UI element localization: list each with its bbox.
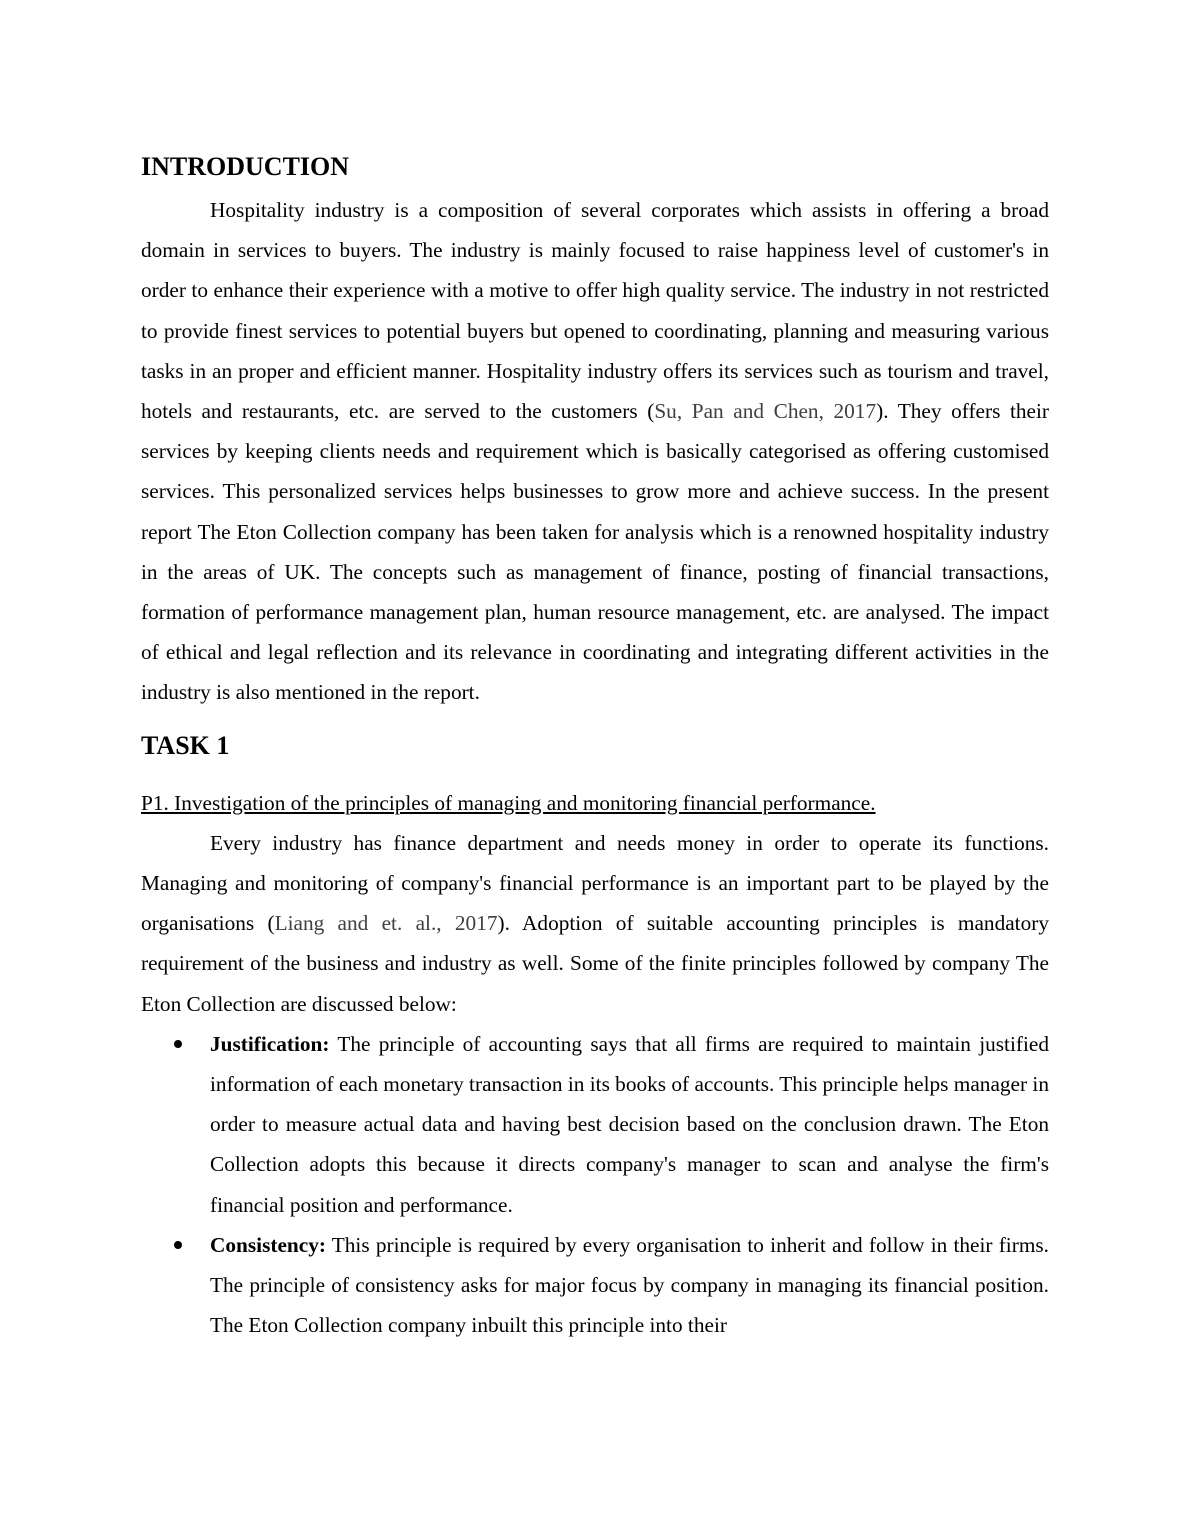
task1-heading: TASK 1 (141, 730, 230, 760)
introduction-text-a: Hospitality industry is a composition of several corporates which assists in offering a broad domain in services to buyers. The industry is mainly focused to raise happiness level of customer's in order to enhance their experience with a motive to offer high quality service. The industry in not restricted to provide finest services to potential buyers but opened to coordinating, planning and measuring various tasks in an proper and efficient manner. Hospitality industry offers its services such as tourism and travel, hotels and restaurants, etc. are served to the customers ( (141, 198, 1049, 424)
list-item-justification (141, 1024, 1049, 1225)
text-justification: The principle of accounting says that all firms are required to maintain justified information of each monetary transaction in its books of accounts. This principle helps manager in order to measure actual data and having best decision based on the conclusion drawn. The Eton Collection adopts this because it directs company's manager to scan and analyse the firm's financial position and performance. (210, 1031, 1049, 1217)
term-justification: Justification: (210, 1031, 330, 1056)
document-page (141, 150, 1049, 1345)
introduction-text-b: ). They offers their services by keeping clients needs and requirement which is basically categorised as offering customised services. This personalized services helps businesses to grow more and achieve success. In the present report The Eton Collection company has been taken for analysis which is a renowned hospitality industry in the areas of UK. The concepts such as management of finance, posting of financial transactions, formation of performance management plan, human resource management, etc. are analysed. The impact of ethical and legal reflection and its relevance in coordinating and integrating different activities in the industry is also mentioned in the report. (141, 399, 1049, 705)
task1-text-b: ). Adoption of suitable accounting principles is mandatory requirement of the business and industry as well. Some of the finite principles followed by company The Eton Collection are discussed below: (141, 911, 1049, 1016)
task1-paragraph (141, 823, 1049, 1024)
introduction-paragraph (141, 190, 1049, 713)
task1-text-a: Every industry has finance department and needs money in order to operate its functions. Managing and monitoring of company's financial performance is an important part to be played by the organisations ( (141, 830, 1049, 936)
list-item-consistency (141, 1225, 1049, 1346)
bullet-icon (174, 1241, 182, 1249)
principles-list (141, 1024, 1049, 1346)
citation-liang: Liang and et. al., 2017 (274, 911, 498, 936)
citation-su-pan-chen: Su, Pan and Chen, 2017 (654, 399, 877, 424)
introduction-heading: INTRODUCTION (141, 152, 350, 181)
bullet-icon (174, 1040, 182, 1048)
term-consistency: Consistency: (210, 1232, 326, 1257)
task1-subheading: P1. Investigation of the principles of managing and monitoring financial performance. (141, 790, 876, 815)
text-consistency: This principle is required by every organisation to inherit and follow in their firms. The principle of consistency asks for major focus by company in managing its financial position. The Eton Collection company inbuilt this principle into their (210, 1232, 1049, 1338)
